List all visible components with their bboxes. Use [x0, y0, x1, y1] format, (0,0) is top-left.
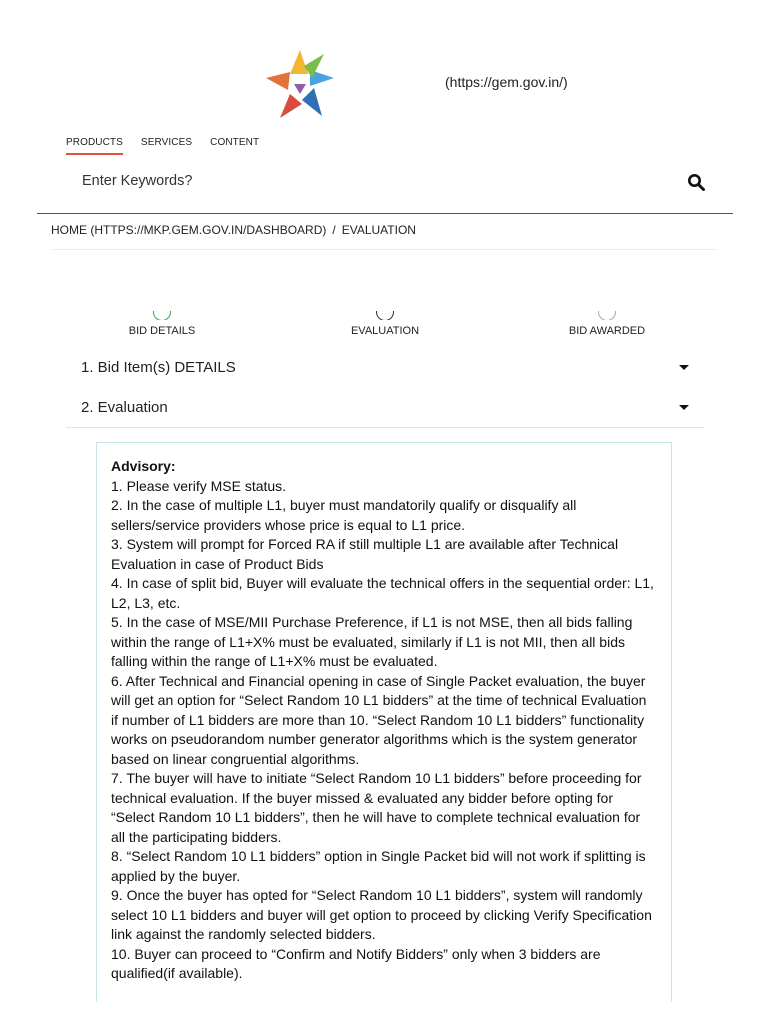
- search-icon[interactable]: [687, 173, 705, 191]
- advisory-item: 7. The buyer will have to initiate “Select Random 10 L1 bidders” before proceeding for technical evaluation. If the buyer missed & evaluated any bidder before opting for “Select Random 10 L1 bidders”, then he will have to complete technical evaluation for all the participating bidders.: [111, 770, 642, 845]
- advisory-item: 6. After Technical and Financial opening in case of Single Packet evaluation, the buyer will get an option for “Select Random 10 L1 bidders” at the time of technical Evaluation if number of L1 bidders are more than 10. “Select Random 10 L1 bidders” functionality works on pseudorandom number generator algorithms which is the system generator based on linear congruential algorithms.: [111, 672, 647, 767]
- advisory-item: 10. Buyer can proceed to “Confirm and Notify Bidders” only when 3 bidders are qualified(if available).: [111, 945, 601, 981]
- step-bid-details-label[interactable]: BID DETAILS: [128, 325, 196, 337]
- advisory-item: 9. Once the buyer has opted for “Select Random 10 L1 bidders”, system will randomly select 10 L1 bidders and buyer will get option to proceed by clicking Verify Specification link against the randomly selected bidders.: [111, 887, 652, 942]
- divider: [51, 249, 718, 250]
- main-nav: [66, 137, 259, 155]
- chevron-down-icon[interactable]: [679, 405, 689, 410]
- breadcrumb-separator: /: [332, 223, 336, 237]
- advisory-item: 5. In the case of MSE/MII Purchase Preference, if L1 is not MSE, then all bids falling within the range of L1+X% must be evaluated, similarly if L1 is not MII, then all bids falling within the range of L1+X% must be evaluated.: [111, 614, 633, 669]
- tab-products[interactable]: PRODUCTS: [66, 137, 123, 155]
- divider: [66, 427, 704, 428]
- breadcrumb: [51, 223, 416, 237]
- gem-logo[interactable]: [264, 48, 336, 120]
- advisory-item: 3. System will prompt for Forced RA if still multiple L1 are available after Technical Evaluation in case of Product Bids: [111, 536, 619, 572]
- breadcrumb-home[interactable]: HOME (HTTPS://MKP.GEM.GOV.IN/DASHBOARD): [51, 223, 327, 237]
- accordion-evaluation[interactable]: 2. Evaluation: [81, 399, 168, 416]
- step-bid-awarded-label[interactable]: BID AWARDED: [568, 325, 646, 337]
- step-evaluation-label[interactable]: EVALUATION: [350, 325, 420, 337]
- search-bar: [37, 164, 733, 214]
- tab-content[interactable]: CONTENT: [210, 137, 260, 148]
- advisory-item: 4. In case of split bid, Buyer will evaluate the technical offers in the sequential order: L1, L2, L3, etc.: [111, 575, 654, 611]
- search-input[interactable]: Enter Keywords?: [82, 173, 193, 189]
- advisory-title: Advisory:: [111, 458, 176, 474]
- accordion-bid-items[interactable]: 1. Bid Item(s) DETAILS: [81, 359, 236, 376]
- chevron-down-icon[interactable]: [679, 365, 689, 370]
- site-link[interactable]: (https://gem.gov.in/): [445, 74, 568, 90]
- advisory-box: [96, 442, 672, 1002]
- gem-star-logo-icon: [264, 48, 336, 120]
- breadcrumb-current: EVALUATION: [341, 223, 416, 237]
- advisory-item: 1. Please verify MSE status.: [111, 477, 287, 494]
- step-evaluation-indicator: [376, 311, 394, 320]
- advisory-item: 2. In the case of multiple L1, buyer must mandatorily qualify or disqualify all sellers/service providers whose price is equal to L1 price.: [111, 497, 577, 533]
- tab-services[interactable]: SERVICES: [140, 137, 193, 148]
- step-bid-awarded-indicator: [598, 311, 616, 320]
- step-bid-details-indicator: [153, 311, 171, 320]
- advisory-item: 8. “Select Random 10 L1 bidders” option in Single Packet bid will not work if splitting is applied by the buyer.: [111, 848, 646, 884]
